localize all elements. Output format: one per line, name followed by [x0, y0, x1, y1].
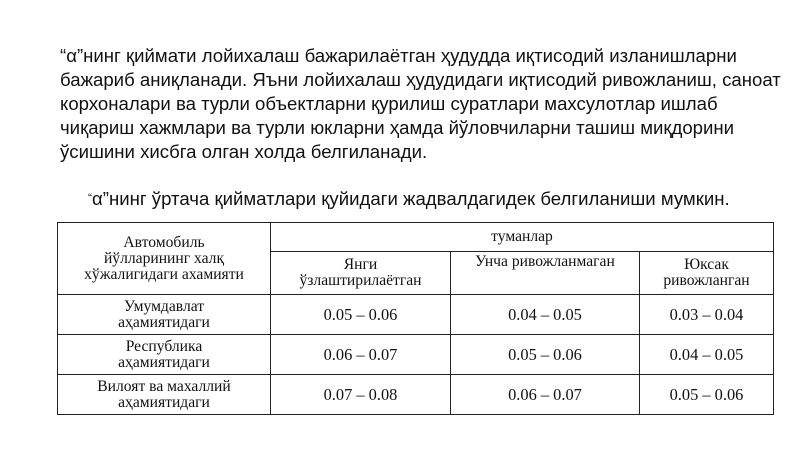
column-header-line: ривожланган [663, 272, 750, 289]
coefficient-table [57, 222, 774, 415]
row-label-line: Республика [125, 337, 203, 355]
paragraph-line: чиқариш хажмлари ва турли юкларни ҳамда йўловчиларни ташиш миқдорини [60, 117, 735, 138]
value-cell: 0.06 – 0.07 [451, 375, 640, 415]
column-header-line: Унча ривожланмаган [475, 253, 615, 270]
table-row [58, 375, 774, 415]
row-label-cell [58, 295, 271, 335]
value-cell: 0.03 – 0.04 [640, 295, 774, 335]
value-cell: 0.05 – 0.06 [271, 295, 451, 335]
paragraph-line: “α”нинг қиймати лойихалаш бажарилаётган ҳудудда иқтисодий изланишларни [60, 45, 737, 66]
row-label-line: аҳамиятидаги [118, 393, 210, 411]
row-label-line: аҳамиятидаги [118, 313, 210, 331]
row-header-line: Автомобиль [123, 233, 205, 251]
row-label-line: Умумдавлат [123, 297, 205, 315]
table-intro-sentence [88, 186, 730, 211]
column-header-cell [271, 252, 451, 295]
paragraph-line: ўсишини хисбга олган холда белгиланади. [60, 141, 428, 162]
row-label-line: аҳамиятидаги [118, 353, 210, 371]
value-cell: 0.07 – 0.08 [271, 375, 451, 415]
column-header-cell [640, 252, 774, 295]
row-label-cell [58, 335, 271, 375]
row-header-line: хўжалигидаги ахамияти [84, 265, 244, 283]
value-cell: 0.05 – 0.06 [451, 335, 640, 375]
group-header-cell: туманлар [271, 223, 774, 252]
paragraph-line: бажариб аниқланади. Яъни лойихалаш ҳудудидаги иқтисодий ривожланиш, саноат [60, 69, 781, 90]
paragraph-line: корхоналари ва турли объектларни қурилиш суратлари махсулотлар ишлаб [60, 93, 718, 114]
table-row [58, 335, 774, 375]
row-label-line: Вилоят ва махаллий [97, 377, 231, 395]
value-cell: 0.05 – 0.06 [640, 375, 774, 415]
value-cell: 0.04 – 0.05 [640, 335, 774, 375]
column-header-line: Янги [343, 256, 378, 273]
value-cell: 0.04 – 0.05 [451, 295, 640, 335]
row-header-line: йўлларининг халқ [103, 249, 225, 267]
column-header-cell [451, 252, 640, 295]
body-paragraph [60, 44, 780, 164]
column-header-line: Юксак [684, 256, 729, 273]
row-header-cell [58, 223, 271, 295]
row-label-cell [58, 375, 271, 415]
intro-text: α”нинг ўртача қийматлари қуйидаги жадвалдагидек белгиланиши мумкин. [92, 188, 730, 209]
table-row [58, 295, 774, 335]
column-header-line: ўзлаштирилаётган [299, 272, 422, 289]
value-cell: 0.06 – 0.07 [271, 335, 451, 375]
intro-quote-mark: “ [88, 191, 92, 205]
